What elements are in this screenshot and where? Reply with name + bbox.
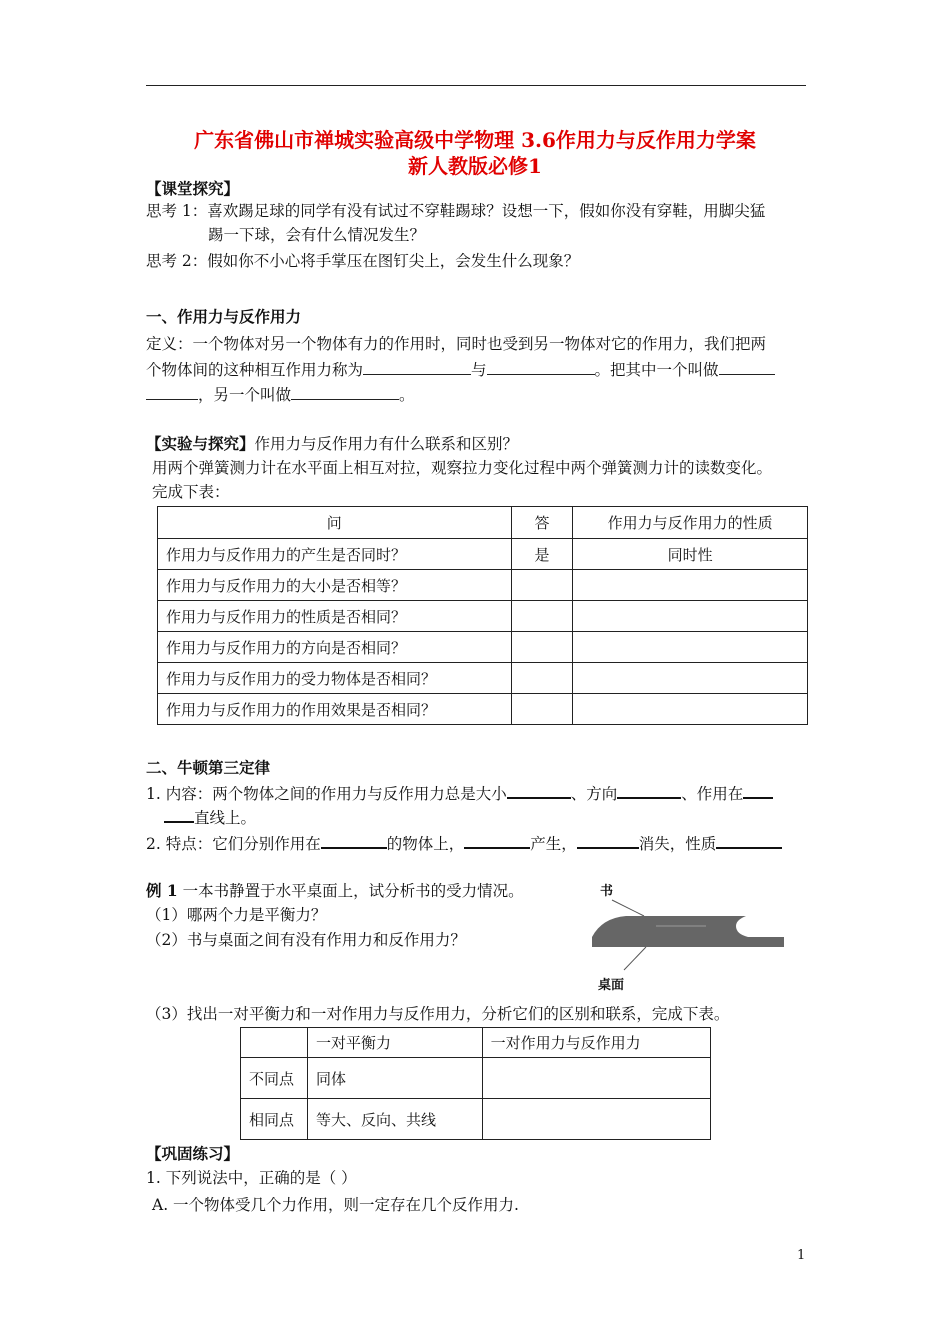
law-content-line2 xyxy=(164,805,256,829)
blank-field[interactable] xyxy=(164,805,194,823)
answer-cell[interactable] xyxy=(511,632,573,663)
table-header-cell: 答 xyxy=(511,507,573,539)
table-row xyxy=(241,1099,711,1140)
property-cell[interactable]: 同时性 xyxy=(573,539,808,570)
blank-field[interactable] xyxy=(321,831,387,849)
doc-title-line1: 广东省佛山市禅城实验高级中学物理 3.6作用力与反作用力学案 xyxy=(194,128,756,152)
table-header-cell: 问 xyxy=(158,507,512,539)
definition-line2-text-b: 与 xyxy=(471,361,487,379)
think1-line1: 思考 1：喜欢踢足球的同学有没有试过不穿鞋踢球？设想一下，假如你没有穿鞋，用脚尖猛 xyxy=(146,202,766,220)
law-content-text-d: 直线上。 xyxy=(194,809,257,827)
table-row xyxy=(158,632,808,663)
balance-force-cell[interactable]: 同体 xyxy=(307,1058,482,1099)
page-number: 1 xyxy=(797,1248,806,1263)
table-header-cell: 一对平衡力 xyxy=(307,1028,482,1058)
doc-title-line2: 新人教版必修1 xyxy=(408,154,542,178)
blank-field[interactable] xyxy=(507,781,571,799)
experiment-line3: 完成下表： xyxy=(152,483,230,501)
example1-q3: （3）找出一对平衡力和一对作用力与反作用力，分析它们的区别和联系，完成下表。 xyxy=(146,1005,730,1023)
table-row xyxy=(158,694,808,725)
table-row xyxy=(158,663,808,694)
law-features-text-d: 消失，性质 xyxy=(638,835,717,853)
comparison-table xyxy=(240,1027,711,1140)
table-row xyxy=(158,539,808,570)
law-content-text-b: 、方向 xyxy=(570,785,618,803)
example1-q1: （1）哪两个力是平衡力？ xyxy=(146,906,327,924)
book-on-desk-figure xyxy=(586,878,790,994)
blank-field[interactable] xyxy=(743,781,773,799)
action-reaction-cell[interactable] xyxy=(482,1099,710,1140)
figure-book-label: 书 xyxy=(600,884,614,899)
property-cell[interactable] xyxy=(573,632,808,663)
property-cell[interactable] xyxy=(573,570,808,601)
think2: 思考 2：假如你不小心将手掌压在图钉尖上，会发生什么现象？ xyxy=(146,252,580,270)
example1-text: 一本书静置于水平桌面上，试分析书的受力情况。 xyxy=(177,882,524,900)
definition-line3-text-b: ，另一个叫做 xyxy=(198,386,292,404)
table-row xyxy=(158,570,808,601)
law-features-line xyxy=(146,831,782,855)
question-cell: 作用力与反作用力的受力物体是否相同？ xyxy=(158,663,512,694)
section-classroom-heading: 【课堂探究】 xyxy=(146,179,240,198)
balance-force-cell[interactable]: 等大、反向、共线 xyxy=(307,1099,482,1140)
law-content-text-c: 、作用在 xyxy=(681,785,744,803)
blank-field[interactable] xyxy=(363,358,471,375)
question-cell: 作用力与反作用力的方向是否相同？ xyxy=(158,632,512,663)
answer-cell[interactable] xyxy=(511,601,573,632)
law-features-text-c: 产生， xyxy=(530,835,577,853)
definition-line1: 定义：一个物体对另一个物体有力的作用时，同时也受到另一物体对它的作用力，我们把两 xyxy=(146,335,767,353)
section2-heading: 二、牛顿第三定律 xyxy=(146,758,271,777)
question-cell: 作用力与反作用力的作用效果是否相同？ xyxy=(158,694,512,725)
row-label-cell: 不同点 xyxy=(241,1058,308,1099)
definition-line3-text-c: 。 xyxy=(399,386,415,404)
law-content-text-a: 1. 内容：两个物体之间的作用力与反作用力总是大小 xyxy=(146,785,507,803)
practice-option-a: A. 一个物体受几个力作用，则一定存在几个反作用力. xyxy=(152,1196,519,1214)
experiment-heading: 【实验与探究】 xyxy=(146,434,255,453)
answer-cell[interactable] xyxy=(511,694,573,725)
answer-cell[interactable] xyxy=(511,663,573,694)
blank-field[interactable] xyxy=(146,383,198,400)
blank-field[interactable] xyxy=(716,831,782,849)
practice-heading: 【巩固练习】 xyxy=(146,1144,240,1163)
law-features-text-b: 的物体上， xyxy=(386,835,465,853)
figure-desk-label: 桌面 xyxy=(598,978,625,993)
blank-field[interactable] xyxy=(487,358,595,375)
law-features-text-a: 2. 特点：它们分别作用在 xyxy=(146,835,321,853)
property-cell[interactable] xyxy=(573,601,808,632)
row-label-cell: 相同点 xyxy=(241,1099,308,1140)
table-row xyxy=(158,601,808,632)
desk-shape xyxy=(592,937,784,947)
example1-q2: （2）书与桌面之间有没有作用力和反作用力？ xyxy=(146,931,466,949)
think1-line2: 踢一下球，会有什么情况发生？ xyxy=(208,226,426,244)
experiment-question: 作用力与反作用力有什么联系和区别？ xyxy=(254,435,519,453)
answer-cell[interactable] xyxy=(511,570,573,601)
example1-label: 例 1 xyxy=(146,881,178,900)
table-header-row xyxy=(158,507,808,539)
blank-field[interactable] xyxy=(617,781,681,799)
blank-field[interactable] xyxy=(291,383,399,400)
practice-question1: 1. 下列说法中，正确的是（ ） xyxy=(146,1169,357,1187)
desk-leader-line xyxy=(624,947,646,970)
section1-heading: 一、作用力与反作用力 xyxy=(146,307,302,326)
blank-field[interactable] xyxy=(719,358,775,375)
table-header-cell: 作用力与反作用力的性质 xyxy=(573,507,808,539)
answer-cell[interactable]: 是 xyxy=(511,539,573,570)
definition-line2 xyxy=(146,358,775,381)
table-row xyxy=(241,1058,711,1099)
question-cell: 作用力与反作用力的大小是否相等？ xyxy=(158,570,512,601)
blank-field[interactable] xyxy=(464,831,530,849)
question-cell: 作用力与反作用力的产生是否同时？ xyxy=(158,539,512,570)
table-header-cell xyxy=(241,1028,308,1058)
definition-line2-text-a: 个物体间的这种相互作用力称为 xyxy=(146,361,364,379)
table-header-row xyxy=(241,1028,711,1058)
experiment-line2: 用两个弹簧测力计在水平面上相互对拉，观察拉力变化过程中两个弹簧测力计的读数变化。 xyxy=(152,459,773,477)
question-cell: 作用力与反作用力的性质是否相同？ xyxy=(158,601,512,632)
definition-line2-text-c: 。把其中一个叫做 xyxy=(594,361,719,379)
blank-field[interactable] xyxy=(577,831,639,849)
example1-line xyxy=(146,880,524,902)
property-cell[interactable] xyxy=(573,663,808,694)
experiment-line1 xyxy=(146,433,518,455)
law-content-line1 xyxy=(146,781,773,805)
action-reaction-cell[interactable] xyxy=(482,1058,710,1099)
book-leader-line xyxy=(612,900,644,916)
table-header-cell: 一对作用力与反作用力 xyxy=(482,1028,710,1058)
header-rule xyxy=(146,85,806,86)
property-cell[interactable] xyxy=(573,694,808,725)
properties-table xyxy=(157,506,808,725)
definition-line3 xyxy=(146,383,415,406)
